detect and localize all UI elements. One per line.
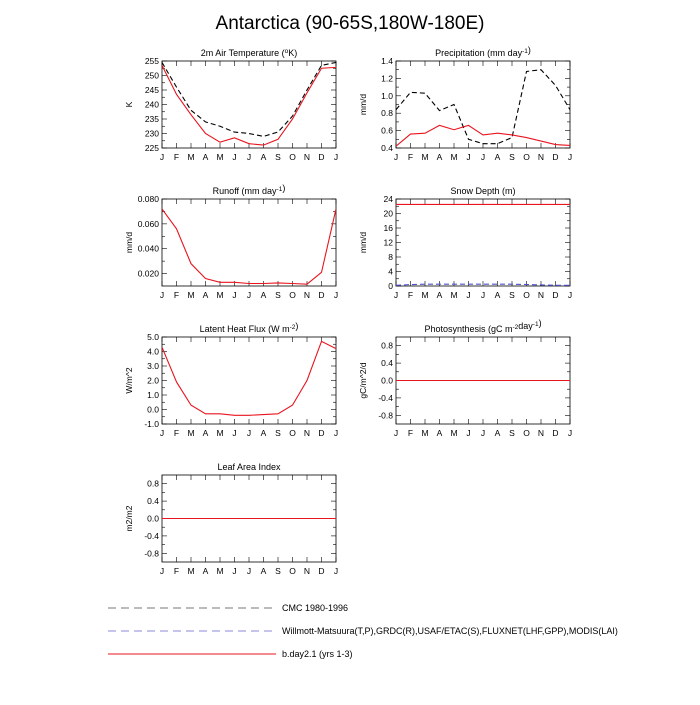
panel-title: Latent Heat Flux (W $m^{-2}$) xyxy=(199,321,299,334)
x-tick-label: A xyxy=(260,152,267,162)
x-tick-label: F xyxy=(407,152,414,162)
y-tick-label: 0.4 xyxy=(147,496,159,507)
legend-label: CMC 1980-1996 xyxy=(282,603,349,613)
panel-5 xyxy=(124,321,338,438)
x-tick-label: J xyxy=(246,152,252,162)
x-tick-label: N xyxy=(303,290,311,300)
x-tick-label: M xyxy=(187,290,195,300)
plot-frame xyxy=(162,199,336,286)
x-tick-label: M xyxy=(187,428,195,438)
y-tick-label: 0.6 xyxy=(381,125,393,136)
y-tick-label: 3.0 xyxy=(147,361,159,371)
x-tick-label: N xyxy=(303,152,311,162)
x-tick-label: N xyxy=(303,428,311,438)
x-tick-label: M xyxy=(216,566,224,576)
y-tick-label: 0.8 xyxy=(147,478,159,489)
x-tick-label: A xyxy=(202,566,209,576)
x-tick-label: J xyxy=(246,566,252,576)
legend xyxy=(108,603,618,659)
panel-title: Snow Depth (m) xyxy=(450,186,516,196)
x-tick-label: A xyxy=(494,290,501,300)
x-tick-label: O xyxy=(523,428,530,438)
x-tick-label: M xyxy=(450,428,458,438)
x-tick-label: A xyxy=(260,428,267,438)
x-tick-label: F xyxy=(173,428,180,438)
x-tick-label: O xyxy=(289,152,296,162)
x-tick-label: M xyxy=(421,428,429,438)
x-tick-label: A xyxy=(436,290,443,300)
x-tick-label: M xyxy=(450,152,458,162)
series-line-dashed xyxy=(162,62,336,136)
plot-frame xyxy=(396,199,570,286)
panel-title: Runoff (mm day$^{-1}$) xyxy=(212,183,286,196)
x-tick-label: S xyxy=(275,428,281,438)
x-tick-label: M xyxy=(450,290,458,300)
series-line-model xyxy=(162,209,336,284)
y-tick-label: -1.0 xyxy=(144,419,159,429)
x-tick-label: J xyxy=(159,152,165,162)
x-tick-label: D xyxy=(552,152,559,162)
y-axis-label: W/m^2 xyxy=(124,367,134,394)
y-tick-label: 24 xyxy=(383,194,393,204)
panel-title: Leaf Area Index xyxy=(217,462,281,472)
x-tick-label: D xyxy=(318,566,325,576)
x-tick-label: J xyxy=(333,290,339,300)
x-tick-label: A xyxy=(260,290,267,300)
panel-3 xyxy=(124,183,338,300)
y-tick-label: 0.8 xyxy=(381,340,393,351)
y-tick-label: 230 xyxy=(144,128,159,139)
x-tick-label: O xyxy=(523,290,530,300)
panel-7 xyxy=(124,462,338,576)
y-tick-label: 1.4 xyxy=(381,56,393,66)
panel-2 xyxy=(358,45,572,162)
x-tick-label: J xyxy=(333,152,339,162)
y-tick-label: 0.4 xyxy=(381,358,393,369)
y-tick-label: 5.0 xyxy=(147,332,159,342)
x-tick-label: A xyxy=(494,152,501,162)
x-tick-label: J xyxy=(333,566,339,576)
y-tick-label: 1.2 xyxy=(381,73,393,84)
legend-entry-2 xyxy=(108,626,618,636)
x-tick-label: J xyxy=(246,428,252,438)
x-tick-label: M xyxy=(216,152,224,162)
y-axis-label: mm/d xyxy=(358,231,368,254)
y-tick-label: -0.4 xyxy=(378,392,393,403)
x-tick-label: J xyxy=(232,428,237,438)
y-tick-label: 0.080 xyxy=(137,194,159,204)
x-tick-label: A xyxy=(436,428,443,438)
plot-frame xyxy=(162,61,336,148)
y-tick-label: 8 xyxy=(388,252,393,262)
x-tick-label: S xyxy=(509,428,515,438)
x-tick-label: S xyxy=(509,290,515,300)
x-tick-label: J xyxy=(246,290,252,300)
x-tick-label: N xyxy=(537,428,545,438)
x-tick-label: J xyxy=(567,152,573,162)
y-tick-label: 2.0 xyxy=(147,375,159,386)
x-tick-label: J xyxy=(393,290,399,300)
panel-4 xyxy=(358,186,572,300)
x-tick-label: O xyxy=(523,152,530,162)
y-axis-label: mm/d xyxy=(358,93,368,116)
y-axis-label: K xyxy=(124,101,134,108)
x-tick-label: J xyxy=(159,566,165,576)
panel-6 xyxy=(358,318,572,438)
x-tick-label: M xyxy=(216,428,224,438)
legend-label: Willmott-Matsuura(T,P),GRDC(R),USAF/ETAC(S),FLUXNET(LHF,GPP),MODIS(LAI) xyxy=(282,626,618,636)
x-tick-label: A xyxy=(436,152,443,162)
y-tick-label: 225 xyxy=(144,143,159,153)
y-tick-label: 0.4 xyxy=(381,143,393,153)
x-tick-label: J xyxy=(567,428,573,438)
x-tick-label: J xyxy=(333,428,339,438)
y-tick-label: 1.0 xyxy=(147,390,159,400)
x-tick-label: M xyxy=(216,290,224,300)
panels xyxy=(124,45,572,576)
y-tick-label: 0.0 xyxy=(147,404,159,415)
y-tick-label: -0.8 xyxy=(378,410,393,421)
y-tick-label: -0.4 xyxy=(144,530,159,541)
legend-entry-3 xyxy=(108,649,353,659)
series-line-dashed xyxy=(396,70,570,144)
x-tick-label: D xyxy=(318,428,325,438)
y-tick-label: 0.0 xyxy=(381,375,393,386)
x-tick-label: J xyxy=(480,428,486,438)
y-tick-label: 0.8 xyxy=(381,108,393,119)
x-tick-label: D xyxy=(318,152,325,162)
series-line-model xyxy=(162,341,336,415)
y-tick-label: 235 xyxy=(144,114,159,124)
x-tick-label: S xyxy=(509,152,515,162)
x-tick-label: O xyxy=(289,290,296,300)
y-tick-label: 0.040 xyxy=(137,243,159,254)
x-tick-label: M xyxy=(421,290,429,300)
x-tick-label: O xyxy=(289,566,296,576)
x-tick-label: A xyxy=(202,152,209,162)
y-tick-label: 240 xyxy=(144,99,159,110)
x-tick-label: N xyxy=(537,152,545,162)
x-tick-label: J xyxy=(232,566,237,576)
x-tick-label: J xyxy=(393,428,399,438)
x-tick-label: M xyxy=(421,152,429,162)
x-tick-label: J xyxy=(159,290,165,300)
legend-label: b.day2.1 (yrs 1-3) xyxy=(282,649,353,659)
y-axis-label: m2/m2 xyxy=(124,505,134,532)
x-tick-label: M xyxy=(187,152,195,162)
x-tick-label: S xyxy=(275,566,281,576)
x-tick-label: F xyxy=(173,566,180,576)
x-tick-label: A xyxy=(202,428,209,438)
y-tick-label: -0.8 xyxy=(144,548,159,559)
x-tick-label: S xyxy=(275,152,281,162)
panel-title: Precipitation (mm day$^{-1}$) xyxy=(435,45,531,58)
x-tick-label: D xyxy=(552,290,559,300)
x-tick-label: A xyxy=(494,428,501,438)
main-title: Antarctica (90-65S,180W-180E) xyxy=(215,13,485,34)
x-tick-label: S xyxy=(275,290,281,300)
x-tick-label: F xyxy=(407,428,414,438)
y-axis-label: gC/m^2/d xyxy=(358,362,368,399)
x-tick-label: J xyxy=(567,290,573,300)
x-tick-label: A xyxy=(202,290,209,300)
x-tick-label: O xyxy=(289,428,296,438)
y-tick-label: 12 xyxy=(383,237,393,248)
panel-title: 2m Air Temperature ($^o$K) xyxy=(200,48,298,58)
y-tick-label: 20 xyxy=(383,208,393,219)
x-tick-label: J xyxy=(480,290,486,300)
x-tick-label: F xyxy=(173,152,180,162)
x-tick-label: J xyxy=(466,290,471,300)
x-tick-label: J xyxy=(159,428,165,438)
y-tick-label: 0 xyxy=(388,281,393,291)
y-tick-label: 0.060 xyxy=(137,218,159,229)
y-tick-label: 0.0 xyxy=(147,513,159,524)
x-tick-label: M xyxy=(187,566,195,576)
y-tick-label: 4 xyxy=(388,266,393,277)
legend-entry-1 xyxy=(108,603,348,613)
x-tick-label: F xyxy=(173,290,180,300)
x-tick-label: D xyxy=(318,290,325,300)
y-tick-label: 255 xyxy=(144,56,159,66)
x-tick-label: N xyxy=(303,566,311,576)
y-tick-label: 4.0 xyxy=(147,346,159,357)
x-tick-label: J xyxy=(393,152,399,162)
y-axis-label: mm/d xyxy=(124,231,134,254)
x-tick-label: J xyxy=(466,152,471,162)
x-tick-label: N xyxy=(537,290,545,300)
x-tick-label: J xyxy=(466,428,471,438)
x-tick-label: F xyxy=(407,290,414,300)
x-tick-label: J xyxy=(232,290,237,300)
panel-1 xyxy=(124,48,338,162)
x-tick-label: J xyxy=(232,152,237,162)
x-tick-label: A xyxy=(260,566,267,576)
y-tick-label: 245 xyxy=(144,85,159,95)
plot-frame xyxy=(162,337,336,424)
x-tick-label: J xyxy=(480,152,486,162)
y-tick-label: 0.020 xyxy=(137,268,159,279)
y-tick-label: 16 xyxy=(383,223,393,233)
x-tick-label: D xyxy=(552,428,559,438)
panel-title: Photosynthesis (gC $m^{-2}day^{-1}$) xyxy=(424,318,542,334)
y-tick-label: 1.0 xyxy=(381,90,393,101)
y-tick-label: 250 xyxy=(144,70,159,81)
